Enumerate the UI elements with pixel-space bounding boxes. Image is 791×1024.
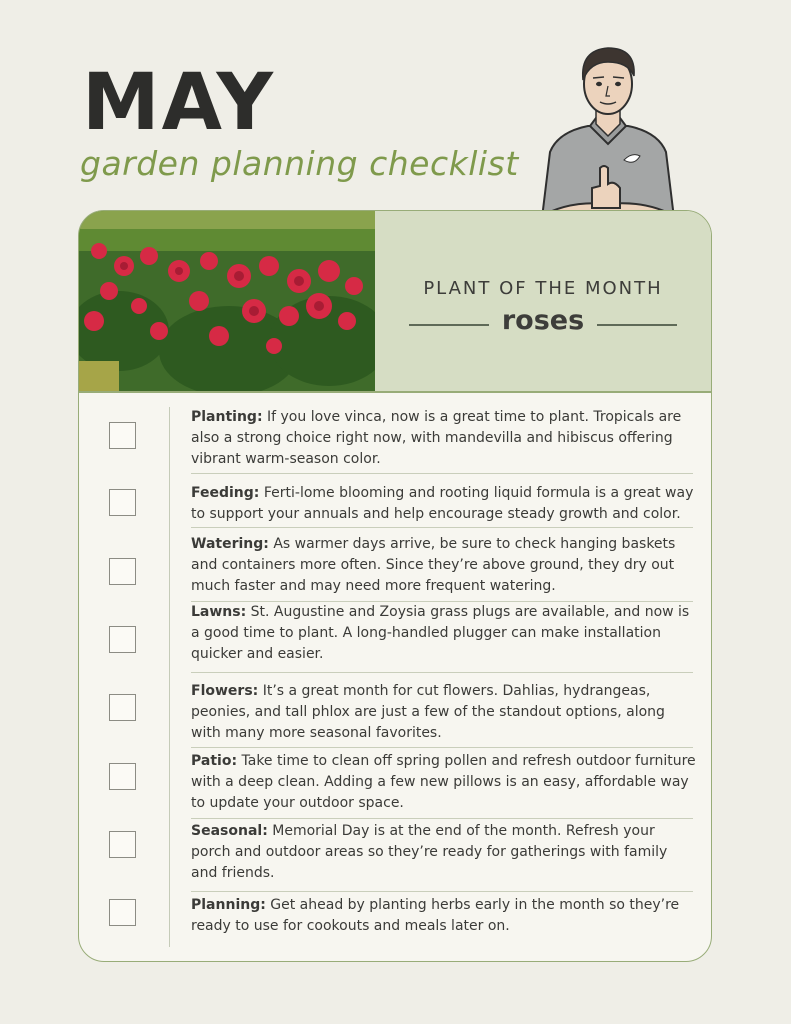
- roses-photo: [79, 211, 375, 391]
- checkbox-watering[interactable]: [109, 558, 136, 585]
- item-text: [191, 407, 697, 470]
- section-divider: [79, 391, 711, 393]
- gardener-mascot-illustration: [528, 40, 688, 228]
- checkbox-planning[interactable]: [109, 899, 136, 926]
- item-text: [191, 483, 697, 525]
- plant-of-month-name: roses: [501, 305, 585, 336]
- item-separator: [191, 818, 693, 819]
- item-separator: [191, 891, 693, 892]
- item-body: If you love vinca, now is a great time to plant. Tropicals are also a strong choice right now, with mandevilla and hibiscus offering vibrant warm-season color.: [191, 409, 682, 467]
- item-title: Lawns:: [191, 604, 247, 620]
- item-text: [191, 534, 697, 597]
- checkbox-seasonal[interactable]: [109, 831, 136, 858]
- item-body: It’s a great month for cut flowers. Dahlias, hydrangeas, peonies, and tall phlox are just a few of the standout options, along with many more seasonal favorites.: [191, 683, 665, 741]
- item-text: [191, 751, 697, 814]
- item-text: [191, 821, 697, 884]
- item-body: Memorial Day is at the end of the month. Refresh your porch and outdoor areas so they’re ready for gatherings with family and friends.: [191, 823, 668, 881]
- page-title: MAY: [82, 58, 276, 148]
- checkbox-planting[interactable]: [109, 422, 136, 449]
- checkbox-patio[interactable]: [109, 763, 136, 790]
- item-body: As warmer days arrive, be sure to check hanging baskets and containers more often. Since they’re above ground, they dry out much faster and may need more frequent watering.: [191, 536, 676, 594]
- checkbox-flowers[interactable]: [109, 694, 136, 721]
- item-title: Planning:: [191, 897, 266, 913]
- item-text: [191, 895, 697, 937]
- item-text: [191, 681, 697, 744]
- checkbox-column-rule: [169, 407, 170, 947]
- item-title: Watering:: [191, 536, 269, 552]
- page-subtitle: garden planning checklist: [80, 144, 519, 183]
- item-separator: [191, 747, 693, 748]
- item-body: Ferti-lome blooming and rooting liquid formula is a great way to support your annuals and help encourage steady growth and color.: [191, 485, 694, 522]
- item-title: Flowers:: [191, 683, 259, 699]
- checklist-card: [78, 210, 712, 962]
- item-body: St. Augustine and Zoysia grass plugs are available, and now is a good time to plant. A long-handled plugger can make installation quicker and easier.: [191, 604, 690, 662]
- item-body: Get ahead by planting herbs early in the month so they’re ready to use for cookouts and meals later on.: [191, 897, 680, 934]
- item-title: Patio:: [191, 753, 238, 769]
- item-text: [191, 602, 697, 665]
- checkbox-feeding[interactable]: [109, 489, 136, 516]
- item-body: Take time to clean off spring pollen and refresh outdoor furniture with a deep clean. Adding a few new pillows is an easy, affordable way to update your outdoor space.: [191, 753, 696, 811]
- item-title: Planting:: [191, 409, 263, 425]
- plant-of-month-panel: [375, 211, 711, 391]
- item-separator: [191, 473, 693, 474]
- item-separator: [191, 672, 693, 673]
- item-separator: [191, 527, 693, 528]
- item-title: Seasonal:: [191, 823, 268, 839]
- item-title: Feeding:: [191, 485, 260, 501]
- plant-of-month-label: PLANT OF THE MONTH: [423, 278, 663, 299]
- checkbox-lawns[interactable]: [109, 626, 136, 653]
- divider-right: [597, 324, 677, 326]
